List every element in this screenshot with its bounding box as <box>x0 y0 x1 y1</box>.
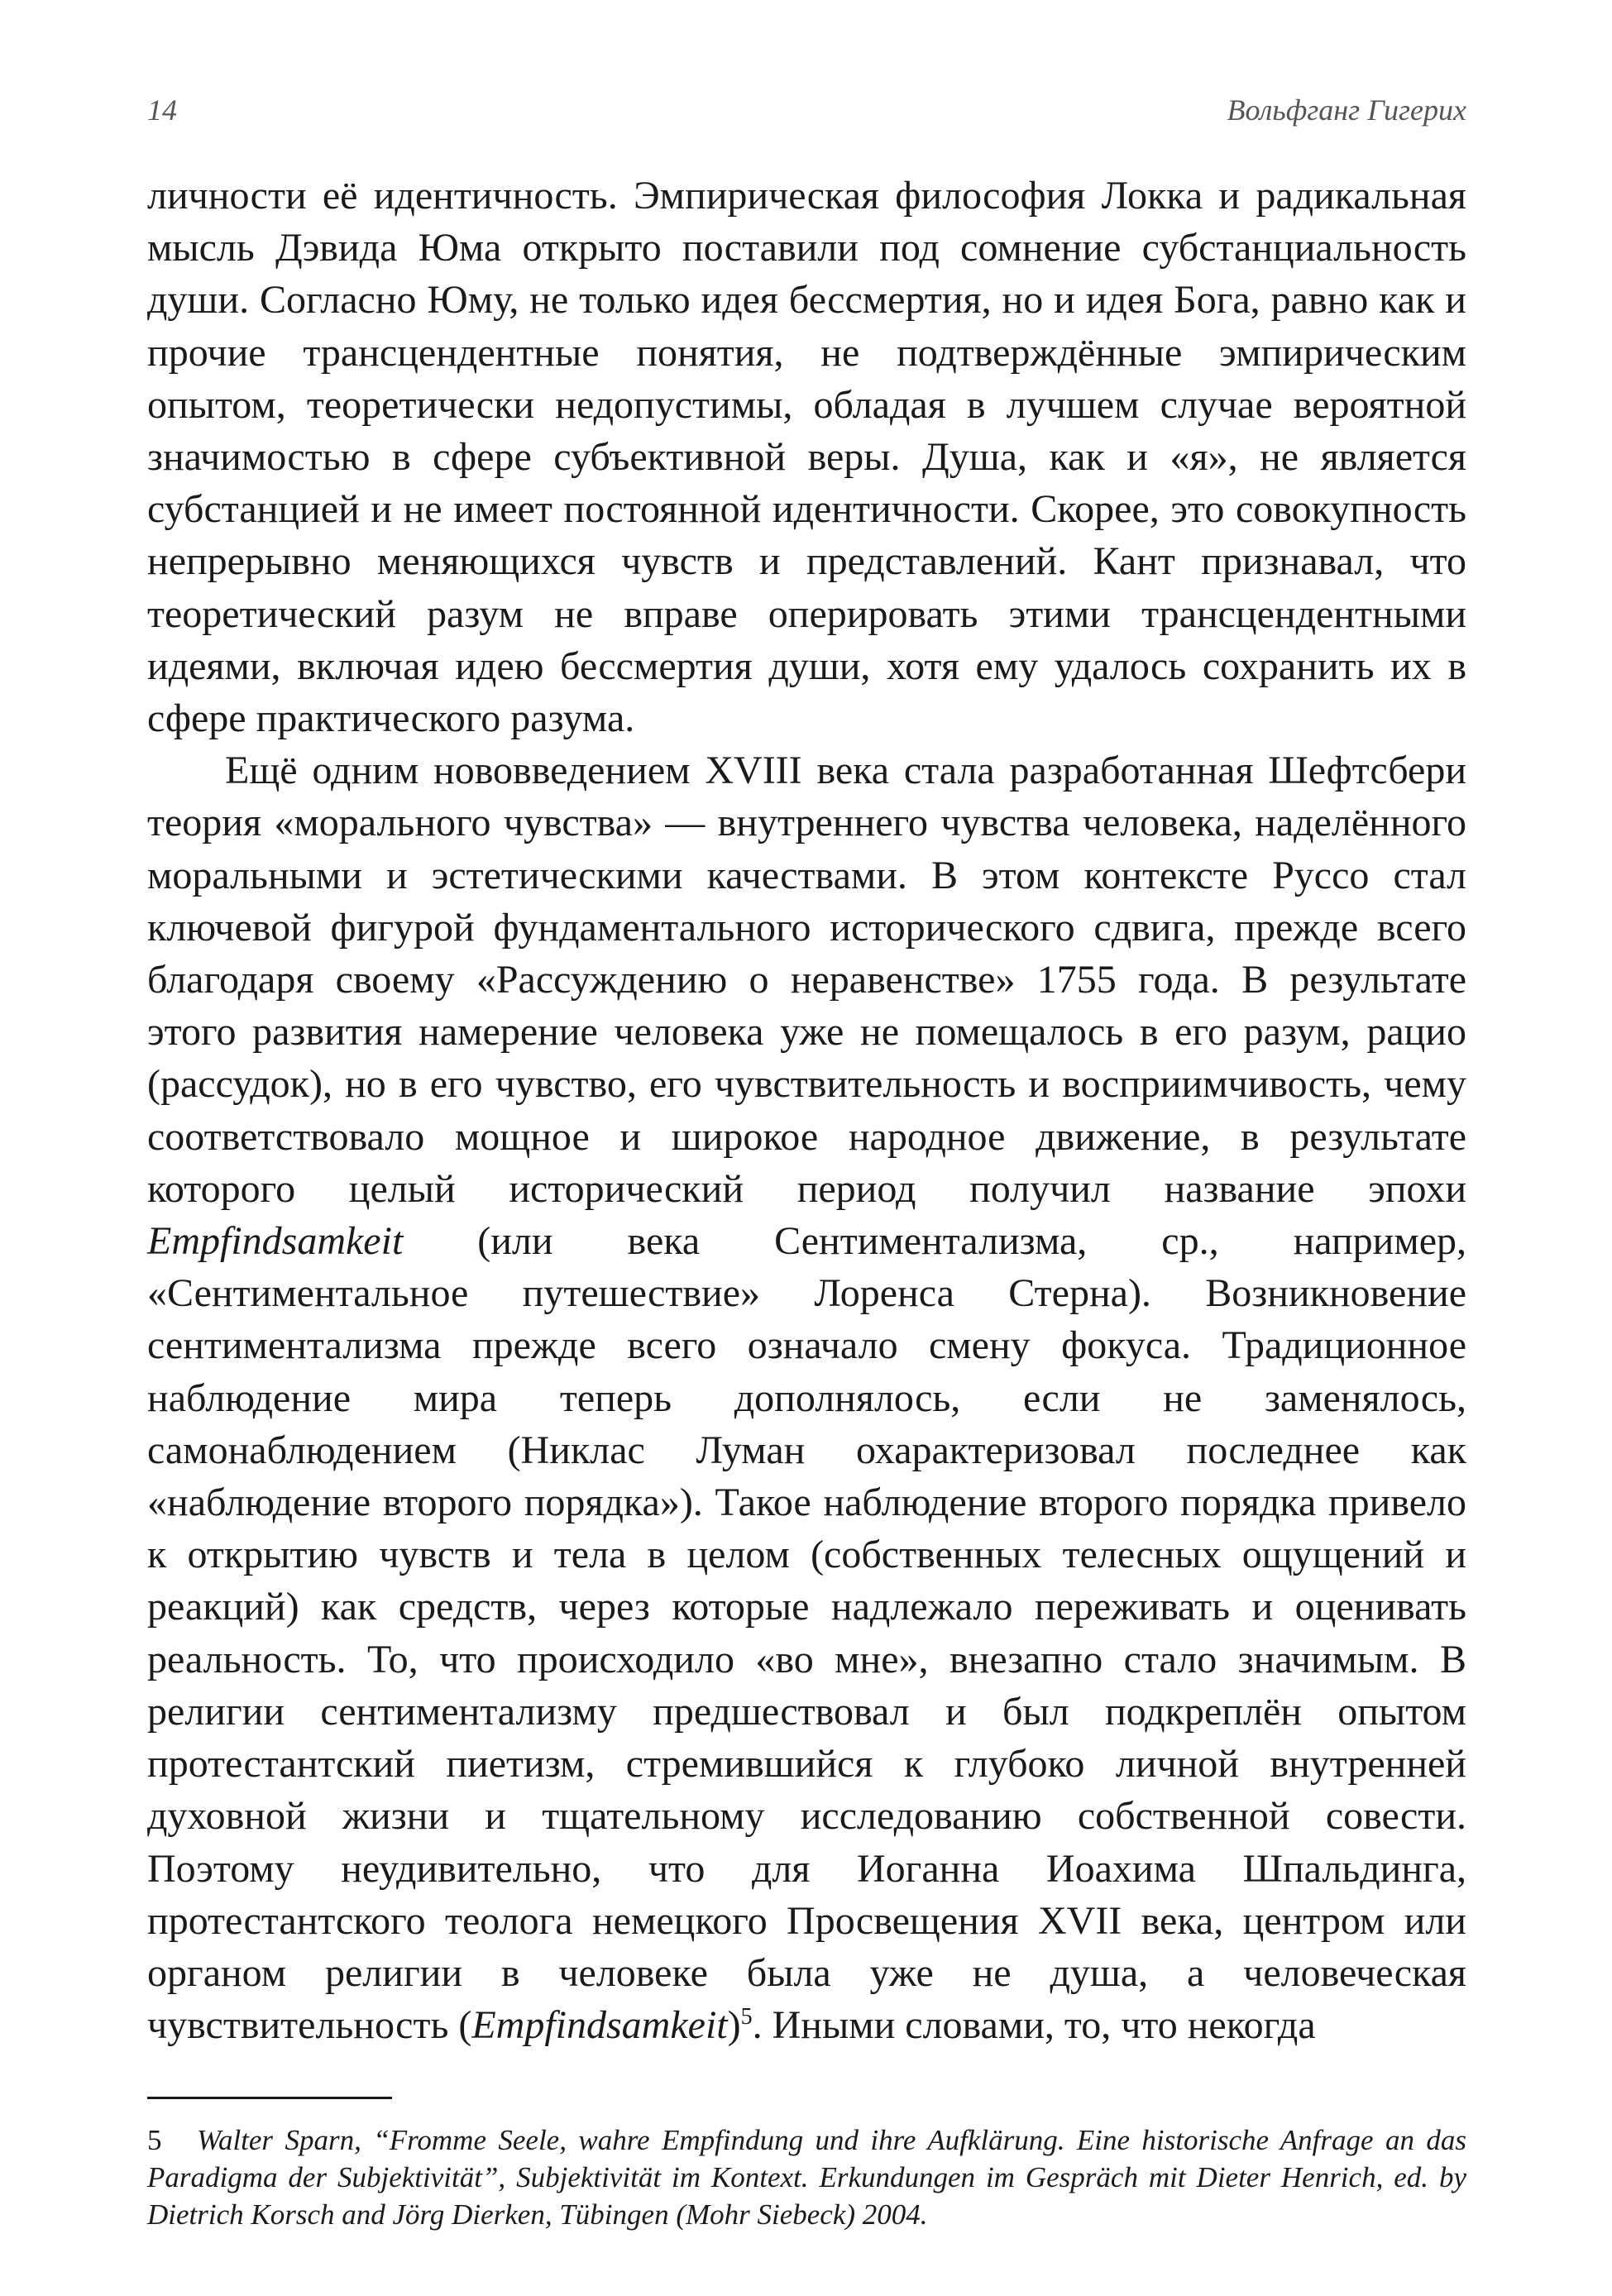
paragraph-2-text-b: (или века Сентиментализма, ср., например, «Сентиментальное путешествие» Лоренса Стерна). Возникновение сентиментализма прежде всего означало смену фокуса. Традиционное наблюдение мира теперь дополнялось, если не заменялось, самонаблюдением (Никлас Луман охарактеризовал последнее как «наблюдение второго порядка»). Такое наблюдение второго порядка привело к открытию чувств и тела в целом (собственных телесных ощущений и реакций) как средств, через которые надлежало переживать и оценивать реальность. То, что происходило «во мне», внезапно стало значимым. В религии сентиментализму предшествовал и был подкреплён опытом протестантский пиетизм, стремившийся к глубоко личной внутренней духовной жизни и тщательному исследованию собственной совести. Поэтому неудивительно, что для Иоганна Иоахима Шпальдинга, протестантского теолога немецкого Просвещения XVII века, центром или органом религии в человеке была уже не душа, а человеческая чувствительность ( <box>147 1219 1466 2048</box>
main-text <box>147 170 1466 2051</box>
footnote-reference[interactable]: 5 <box>740 2004 753 2031</box>
running-header <box>147 93 1466 142</box>
footnote-text: Walter Sparn, “Fromme Seele, wahre Empfindung und ihre Aufklärung. Eine historische Anfrage an das Paradigma der Subjektivität”, Subjektivität im Kontext. Erkundungen im Gespräch mit Dieter Henrich, ed. by Dietrich Korsch and Jörg Dierken, Tübingen (Mohr Siebeck) 2004. <box>147 2124 1466 2231</box>
paragraph-2-text-a: Ещё одним нововведением XVIII века стала разработанная Шефтсбери теория «морального чувства» — внутреннего чувства человека, наделённого моральными и эстетическими качествами. В этом контексте Руссо стал ключевой фигурой фундаментального исторического сдвига, прежде всего благодаря своему «Рассуждению о неравенстве» 1755 года. В результате этого развития намерение человека уже не помещалось в его разум, рацио (рассудок), но в его чувство, его чувствительность и восприимчивость, чему соответствовало мощное и широкое народное движение, в результате которого целый исторический период получил название эпохи <box>147 749 1466 1211</box>
footnote-separator <box>147 2097 392 2099</box>
running-head-author: Вольфганг Гигерих <box>1227 93 1466 127</box>
italic-term: Empfindsamkeit <box>471 2003 728 2048</box>
paragraph-1: личности её идентичность. Эмпирическая философия Локка и радикальная мысль Дэвида Юма открыто поставили под сомнение субстанциальность души. Согласно Юму, не только идея бессмертия, но и идея Бога, равно как и прочие трансцендентные понятия, не подтверждённые эмпирическим опытом, теоретически недопустимы, обладая в лучшем случае вероятной значимостью в сфере субъективной веры. Душа, как и «я», не является субстанцией и не имеет постоянной идентичности. Скорее, это совокупность непрерывно меняющихся чувств и представлений. Кант признавал, что теоретический разум не вправе оперировать этими трансцендентными идеями, включая идею бессмертия души, хотя ему удалось сохранить их в сфере практического разума. <box>147 174 1466 741</box>
page-number: 14 <box>147 93 177 127</box>
footnote <box>147 2121 1466 2233</box>
paragraph-2-text-d: . Иными словами, то, что некогда <box>752 2003 1316 2048</box>
italic-term: Empfindsamkeit <box>147 1219 404 1264</box>
paragraph-2-text-c: ) <box>727 2003 741 2048</box>
paragraph-2 <box>147 744 1466 2051</box>
footnote-number: 5 <box>147 2124 162 2156</box>
